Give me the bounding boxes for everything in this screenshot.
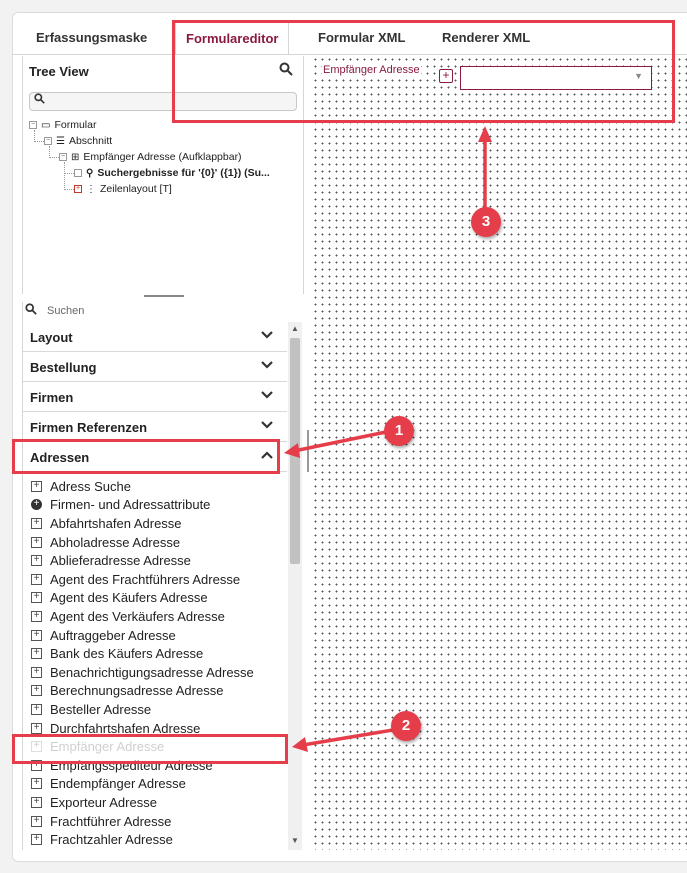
palette-item[interactable]: + Bank des Käufers Adresse [31,645,203,663]
palette-item[interactable]: + Exporteur Adresse [31,794,157,812]
palette-item[interactable]: + Adress Suche [31,478,131,496]
tab-formulareditor[interactable]: Formulareditor [175,22,289,54]
plus-square-icon: + [31,518,42,529]
category-layout[interactable]: Layout [23,322,287,352]
expand-plus-icon[interactable]: + [439,69,453,83]
plus-circle-icon: + [31,499,42,510]
category-bestellung[interactable]: Bestellung [23,352,287,382]
tree-node-empfaenger-adresse[interactable]: − ⊞ Empfänger Adresse (Aufklappbar) [60,151,242,163]
palette-item[interactable]: + Durchfahrtshafen Adresse [31,720,200,738]
scroll-up-arrow-icon[interactable]: ▲ [291,324,299,333]
palette-item[interactable]: + Frachtzahler Adresse [31,831,173,849]
palette-item[interactable]: + Frachtführer Adresse [31,813,171,831]
palette-item[interactable]: + Empfangsspediteur Adresse [31,757,213,775]
scroll-down-arrow-icon[interactable]: ▼ [291,836,299,845]
plus-square-icon: + [31,611,42,622]
tree-node-zeilenlayout[interactable]: + ⋮ Zeilenlayout [T] [75,183,172,195]
form-icon: ▭ [41,120,51,131]
canvas-field-label: Empfänger Adresse [323,64,420,76]
tab-renderer-xml[interactable]: Renderer XML [442,30,531,45]
list-icon: ☰ [56,136,65,147]
collapse-icon[interactable]: − [45,137,51,145]
plus-square-icon: + [31,778,42,789]
palette-item[interactable]: + Agent des Käufers Adresse [31,589,208,607]
palette-item[interactable]: + Firmen- und Adressattribute [31,496,210,514]
palette-item[interactable]: + Auftraggeber Adresse [31,627,176,645]
palette-item[interactable]: + Abfahrtshafen Adresse [31,515,182,533]
palette-item[interactable]: + Besteller Adresse [31,701,151,719]
arrowhead-2 [292,737,308,752]
plus-square-icon: + [31,797,42,808]
plus-square-icon: + [31,723,42,734]
search-placeholder: Suchen [47,305,85,317]
palette-item[interactable]: + Berechnungsadresse Adresse [31,682,223,700]
collapse-icon[interactable]: − [60,153,66,161]
plus-square-icon: + [31,834,42,845]
collapse-icon[interactable]: − [30,121,36,129]
plus-square-icon: + [31,592,42,603]
category-adressen[interactable]: Adressen [23,442,287,472]
palette-item[interactable]: + Benachrichtigungsadresse Adresse [31,664,254,682]
plus-square-icon: + [31,741,42,752]
tree-node-abschnitt[interactable]: − ☰ Abschnitt [45,135,113,147]
plus-square-icon: + [31,574,42,585]
annotation-badge-1: 1 [384,416,414,446]
plus-square-icon: + [31,760,42,771]
category-firmen[interactable]: Firmen [23,382,287,412]
search-icon: ⚲ [86,168,94,179]
plus-square-icon: + [31,704,42,715]
plus-square-icon: ⊞ [71,152,80,163]
dropdown-arrow-icon[interactable]: ▼ [634,71,643,81]
plus-square-icon: + [31,685,42,696]
arrowhead-1 [284,443,300,458]
palette-item[interactable]: + Ablieferadresse Adresse [31,552,191,570]
palette-item[interactable]: + Agent des Verkäufers Adresse [31,608,225,626]
palette-item[interactable]: + Endempfänger Adresse [31,775,186,793]
tab-erfassungsmaske[interactable]: Erfassungsmaske [36,30,148,45]
plus-square-icon: + [31,481,42,492]
plus-square-icon: + [31,537,42,548]
plus-square-icon: + [31,816,42,827]
arrowhead-3 [478,126,492,142]
tab-formular-xml[interactable]: Formular XML [318,30,406,45]
plus-square-icon: + [31,648,42,659]
plus-square-icon: + [31,630,42,641]
palette-item[interactable]: + Abholadresse Adresse [31,534,180,552]
tree-node-suchergebnisse[interactable]: ⚲ Suchergebnisse für '{0}' ({1}) (Su... [74,166,270,180]
annotation-badge-3: 3 [471,207,501,237]
category-firmen-referenzen[interactable]: Firmen Referenzen [23,412,287,442]
tree-view-title: Tree View [29,64,89,79]
annotation-badge-2: 2 [391,711,421,741]
arrow-2 [303,730,393,745]
palette-item[interactable]: + Agent des Frachtführers Adresse [31,571,240,589]
vertical-dots-icon: ⋮ [86,184,96,195]
plus-square-icon: + [31,555,42,566]
plus-square-icon: + [31,667,42,678]
palette-item-dragging[interactable]: + Empfänger Adresse [31,738,164,756]
arrow-1 [294,432,386,451]
tree-node-formular[interactable]: − ▭ Formular [30,119,97,131]
plus-icon[interactable]: + [75,185,81,193]
